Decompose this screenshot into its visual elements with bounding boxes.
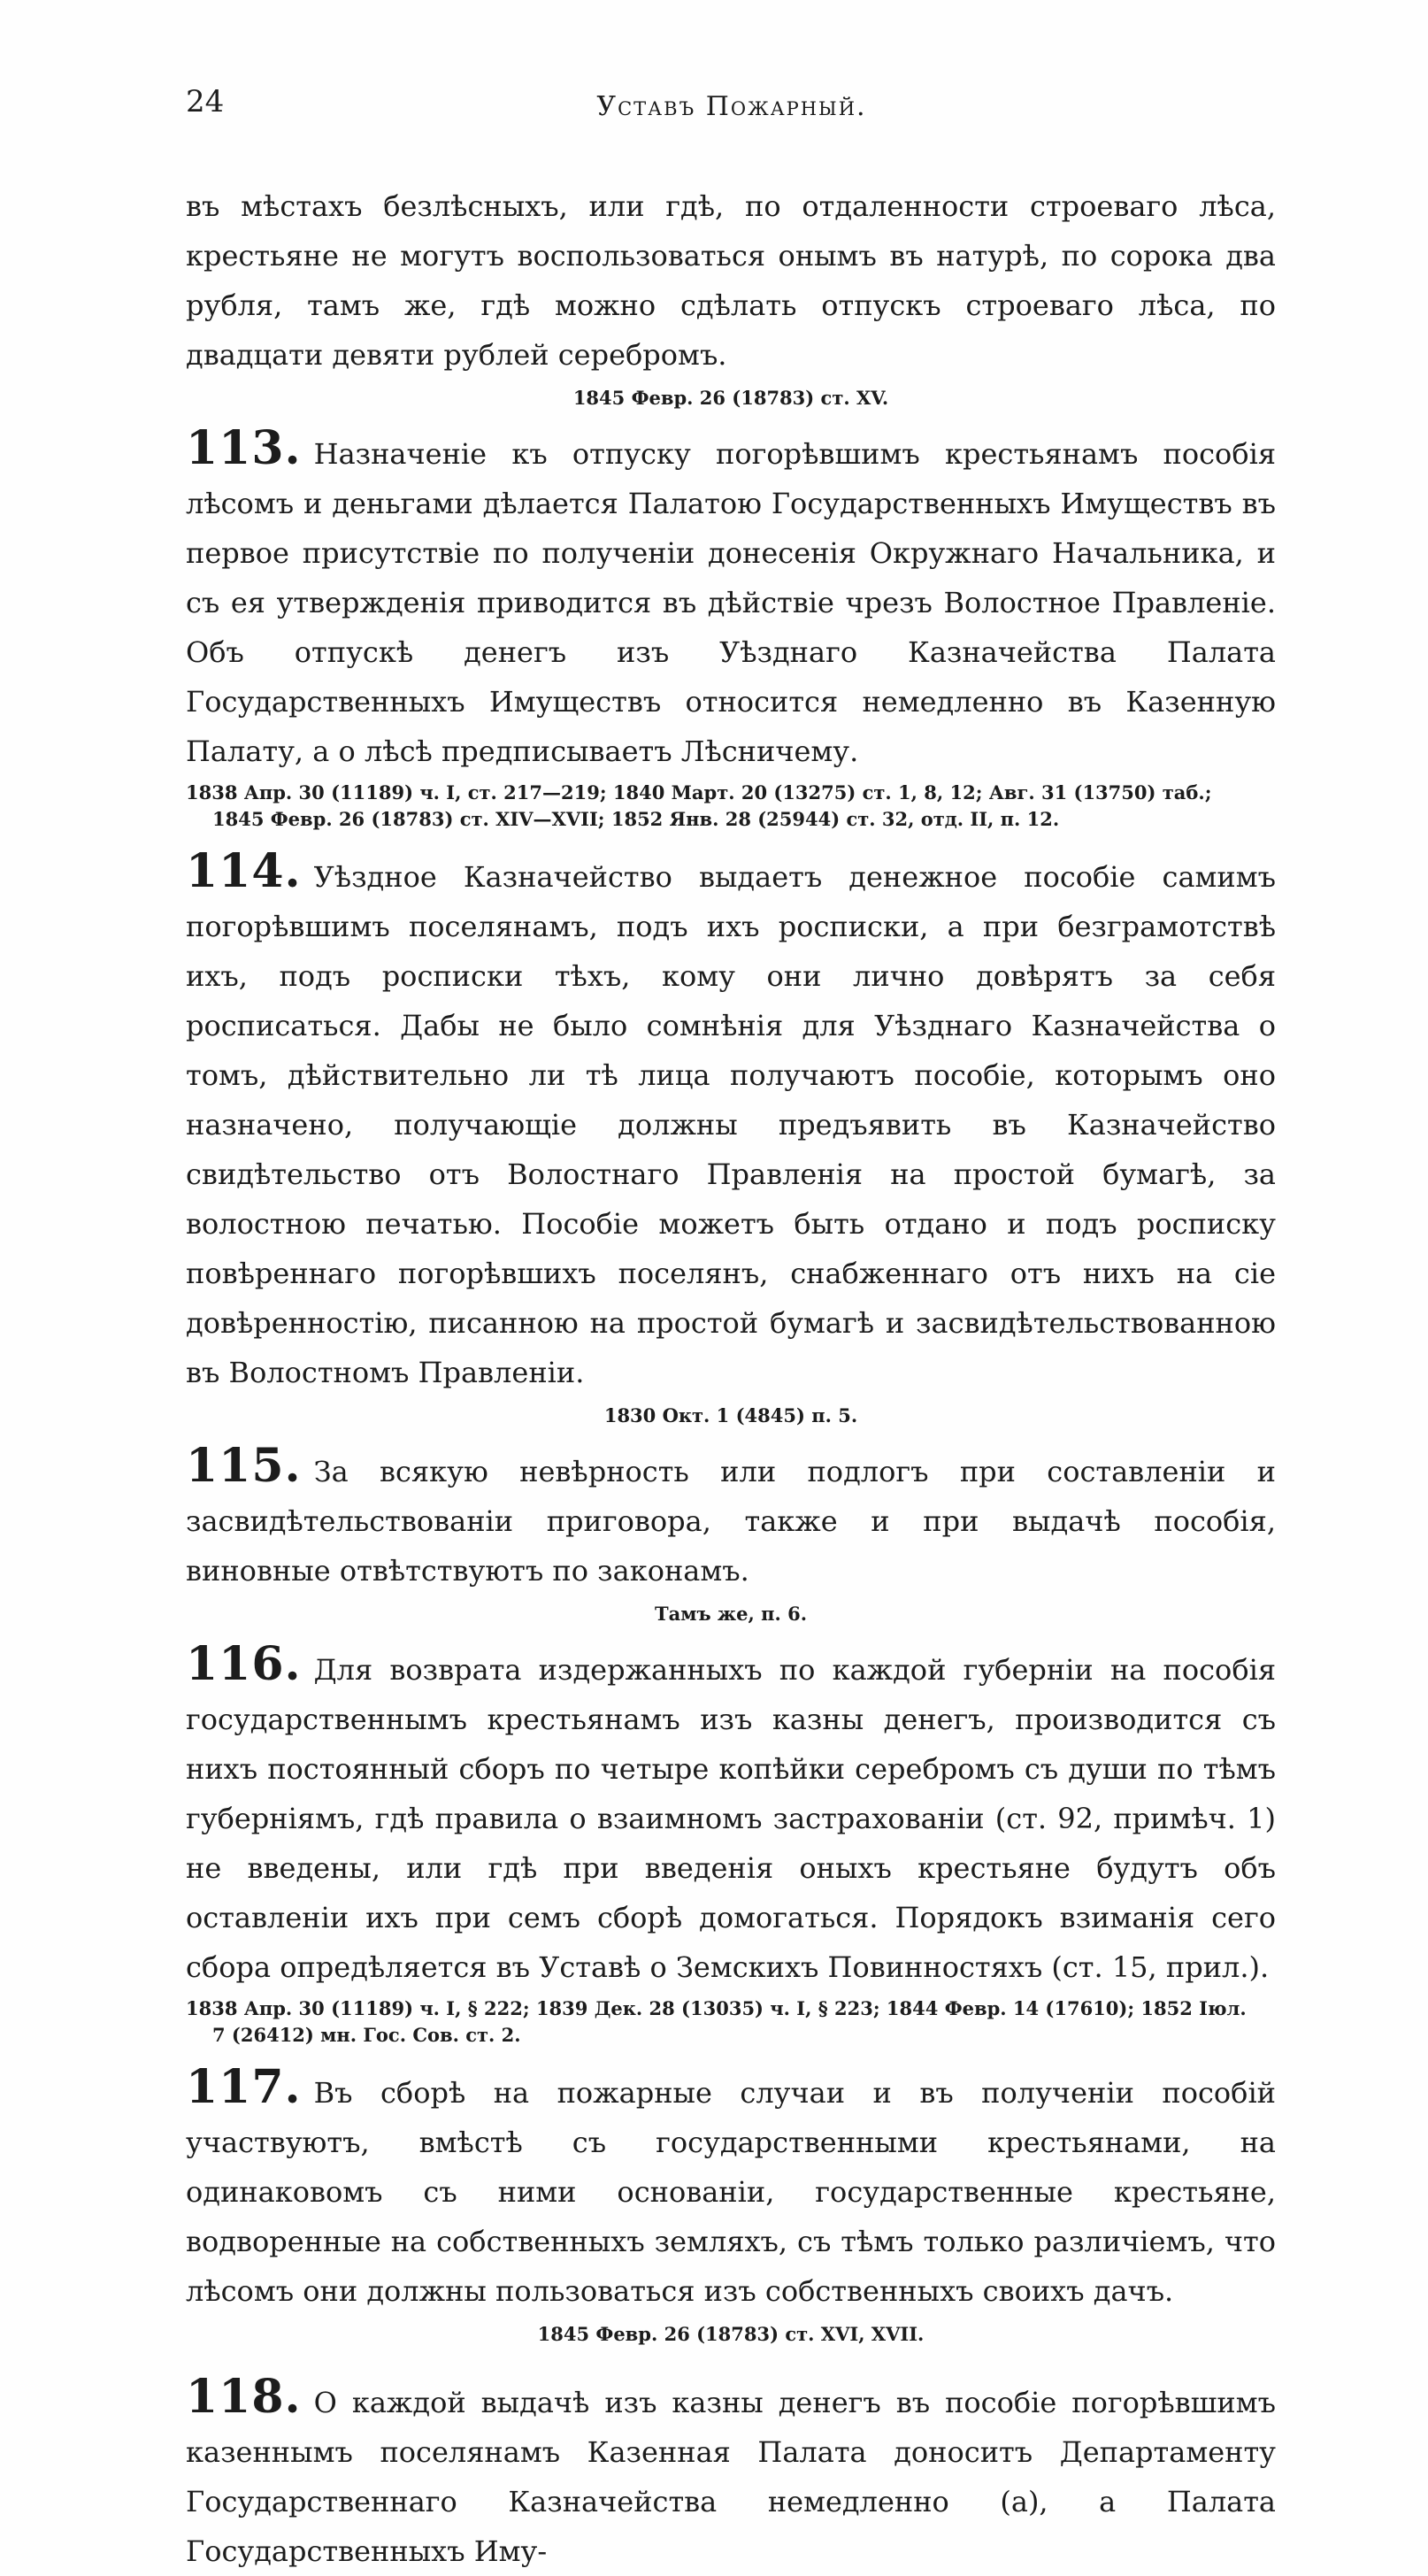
article-number: 117. (186, 2060, 302, 2114)
article-116 (186, 1637, 1276, 1992)
article-117-citation: 1845 Февр. 26 (18783) ст. XVI, XVII. (537, 2323, 925, 2345)
article-number: 116. (186, 1637, 302, 1691)
citation-line: 7 (26412) мн. Гос. Сов. ст. 2. (212, 2024, 521, 2046)
article-113 (186, 421, 1276, 776)
intro-paragraph: въ мѣстахъ безлѣсныхъ, или гдѣ, по отдаленности строеваго лѣса, крестьяне не могутъ воспользоваться онымъ въ натурѣ, по сорока два рубля, тамъ же, гдѣ можно сдѣлать отпускъ строеваго лѣса, по двадцати девяти рублей серебромъ. (186, 189, 1276, 372)
citation-line: 1838 Апр. 30 (11189) ч. I, § 222; 1839 Дек. 28 (13035) ч. I, § 223; 1844 Февр. 14 (17610); 1852 Іюл. (186, 1997, 1247, 2019)
article-text: О каждой выдачѣ изъ казны денегъ въ пособіе погорѣвшимъ казеннымъ поселянамъ Казенная Палата доноситъ Департаменту Государственнаго Казначейства немедленно (а), а Палата Государственныхъ Иму- (186, 2386, 1276, 2568)
article-text: За всякую невѣрность или подлогъ при составленіи и засвидѣтельствованіи приговора, также и при выдачѣ пособія, виновные отвѣтствуютъ по законамъ. (186, 1455, 1276, 1588)
article-115 (186, 1439, 1276, 1596)
citation-line: 1845 Февр. 26 (18783) ст. XIV—XVII; 1852 Янв. 28 (25944) ст. 32, отд. II, п. 12. (212, 808, 1060, 830)
citation-line: 1838 Апр. 30 (11189) ч. I, ст. 217—219; 1840 Март. 20 (13275) ст. 1, 8, 12; Авг. 31 (13750) таб.; (186, 781, 1212, 804)
article-text: Для возврата издержанныхъ по каждой губерніи на пособія государственнымъ крестьянамъ изъ казны денегъ, производится съ нихъ постоянный сборъ по четыре копѣйки серебромъ съ души по тѣмъ губерніямъ, гдѣ правила о взаимномъ застрахованіи (ст. 92, примѣч. 1) не введены, или гдѣ при введенія оныхъ крестьяне будутъ объ оставленіи ихъ при семъ сборѣ домогаться. Порядокъ взиманія сего сбора опредѣляется въ Уставѣ о Земскихъ Повинностяхъ (ст. 15, прил.). (186, 1653, 1276, 1984)
running-title: Уставъ Пожарный. (596, 91, 867, 122)
page-body (186, 181, 1276, 2576)
article-118 (186, 2370, 1276, 2576)
article-number: 114. (186, 844, 302, 898)
page-header (186, 84, 1278, 137)
article-115-citation: Тамъ же, п. 6. (655, 1603, 807, 1625)
article-number: 113. (186, 421, 302, 475)
article-number: 118. (186, 2370, 302, 2424)
article-text: Уѣздное Казначейство выдаетъ денежное пособіе самимъ погорѣвшимъ поселянамъ, подъ ихъ росписки, а при безграмотствѣ ихъ, подъ росписки тѣхъ, кому они лично довѣрятъ за себя росписаться. Дабы не было сомнѣнія для Уѣзднаго Казначейства о томъ, дѣйствительно ли тѣ лица получаютъ пособіе, которымъ оно назначено, получающіе должны предъявить въ Казначейство свидѣтельство отъ Волостнаго Правленія на простой бумагѣ, за волостною печатью. Пособіе можетъ быть отдано и подъ росписку повѣреннаго погорѣвшихъ поселянъ, снабженнаго отъ нихъ на сіе довѣренностію, писанною на простой бумагѣ и засвидѣтельствованною въ Волостномъ Правленіи. (186, 860, 1276, 1389)
article-116-citation (186, 1995, 1276, 2049)
article-number: 115. (186, 1439, 302, 1493)
page-number: 24 (186, 84, 225, 119)
article-text: Назначеніе къ отпуску погорѣвшимъ крестьянамъ пособія лѣсомъ и деньгами дѣлается Палатою Государственныхъ Имуществъ въ первое присутствіе по полученіи донесенія Окружнаго Начальника, и съ ея утвержденія приводится въ дѣйствіе чрезъ Волостное Правленіе. Объ отпускѣ денегъ изъ Уѣзднаго Казначейства Палата Государственныхъ Имуществъ относится немедленно въ Казенную Палату, а о лѣсѣ предписываетъ Лѣсничему. (186, 437, 1276, 768)
article-text: Въ сборѣ на пожарные случаи и въ полученіи пособій участвуютъ, вмѣстѣ съ государственными крестьянами, на одинаковомъ съ ними основаніи, государственные крестьяне, водворенные на собственныхъ земляхъ, съ тѣмъ только различіемъ, что лѣсомъ они должны пользоваться изъ собственныхъ своихъ дачъ. (186, 2076, 1276, 2308)
article-114-citation: 1830 Окт. 1 (4845) п. 5. (603, 1404, 858, 1426)
article-117 (186, 2060, 1276, 2316)
article-113-citation (186, 780, 1276, 833)
article-114 (186, 844, 1276, 1397)
intro-citation: 1845 Февр. 26 (18783) ст. XV. (572, 387, 889, 409)
